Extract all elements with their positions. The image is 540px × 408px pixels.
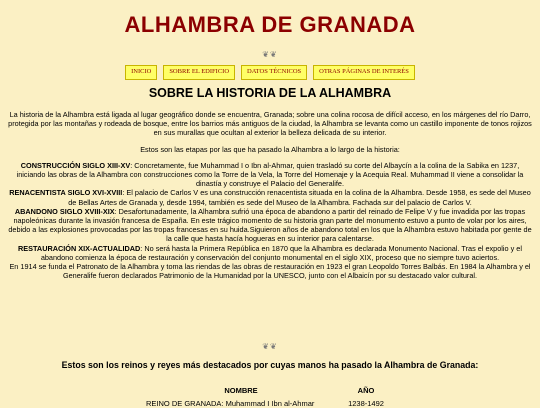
nav-datos-tecnicos-button[interactable]: DATOS TÉCNICOS xyxy=(241,65,307,80)
stage-restauracion xyxy=(6,244,534,262)
stage-text: : Desafortunadamente, la Alhambra sufrió una época de abandono a partir del reinado de Felipe V y fue invadida por las tropas napoleónicas durante la invasión francesa de España. En este trágico momento de su historia gran parte del monumento estuvo a punto de volar por los aires, debido a las explosiones provocadas por las tropas francesas en su huida.Siguieron años de abandono total en los que la Alhambra estuvo habitada por gente de la calle que hasta hacía hogueras en su interior para calentarse. xyxy=(8,206,532,244)
ornament-icon: ❦❦ xyxy=(262,342,278,351)
nav-otras-paginas-button[interactable]: OTRAS PÁGINAS DE INTERÉS xyxy=(313,65,415,80)
closing-paragraph: En 1914 se funda el Patronato de la Alhambra y toma las riendas de las obras de restauración en 1923 el gran Leopoldo Torres Balbás. En 1984 la Alhambra y el Generalife fueron declarados Patrimonio de la Humanidad por la UNESCO, junto con el Albaicín por su destacado valor cultural. xyxy=(9,262,531,281)
column-header-nombre: NOMBRE xyxy=(224,386,258,395)
stage-name: RENACENTISTA SIGLO XVI-XVIII xyxy=(9,188,123,198)
stage-name: CONSTRUCCIÓN SIGLO XIII-XV xyxy=(20,160,131,170)
table-header xyxy=(146,386,396,399)
table-cell: REINO DE GRANADA: Muhammad I Ibn al-Ahmar xyxy=(146,399,315,408)
intro-paragraph: La historia de la Alhambra está ligada al lugar geográfico donde se encuentra, Granada; sobre una colina rocosa de difícil acceso, en los márgenes del río Darro, protegida por las montañas y rodeada de bosque, entre los barrios más antiguos de la ciudad, la Alhambra se levanta como un castillo imponente de tonos rojizos en sus murallas que ocultan al exterior la belleza delicada de su interior. xyxy=(8,110,532,138)
stage-name: RESTAURACIÓN XIX-ACTUALIDAD xyxy=(18,243,141,253)
history-content xyxy=(6,110,534,280)
main-nav xyxy=(0,65,540,80)
ornament-icon: ❦❦ xyxy=(262,50,278,59)
table-cell: 1238-1492 xyxy=(348,399,384,408)
nav-sobre-edificio-button[interactable]: SOBRE EL EDIFICIO xyxy=(163,65,235,80)
table-row xyxy=(146,399,396,408)
column-header-ano: AÑO xyxy=(357,386,375,395)
kings-title: Estos son los reinos y reyes más destacados por cuyas manos ha pasado la Alhambra de Granada: xyxy=(61,360,479,370)
stages-intro: Estos son las etapas por las que ha pasado la Alhambra a lo largo de la historia: xyxy=(140,144,400,154)
site-title: ALHAMBRA DE GRANADA xyxy=(124,12,416,37)
stage-text: : No será hasta la Primera República en 1870 que la Alhambra es declarada Monumento Nacional. Tras el expolio y el abandono comienza la época de restauración y conservación del conjunto monumental en el siglo XIX, proceso que no siempre tuvo aciertos. xyxy=(40,243,522,262)
stage-text: : El palacio de Carlos V es una construcción renacentista situada en la colina de la Alhambra. Desde 1958, es sede del Museo de Bellas Artes de Granada y, desde 1994, también es sede del Museo de la Alhambra. Fachada sur del palacio de Carlos V. xyxy=(68,188,531,207)
page-title: SOBRE LA HISTORIA DE LA ALHAMBRA xyxy=(148,86,392,100)
stage-abandono xyxy=(6,207,534,244)
stage-text: : Concretamente, fue Muhammad I o Ibn al-Ahmar, quien trasladó su corte del Albaycín a la colina de la Sabika en 1237, iniciando las obras de la Alhambra con construcciones como la Torre de la Vela, la Torre del Homenaje y la Acequia Real. Muhammad II viene a consolidar la dinastía y construye el Palacio del Generalife. xyxy=(16,160,524,189)
stage-name: ABANDONO SIGLO XVIII-XIX xyxy=(14,206,115,216)
stage-construccion xyxy=(6,161,534,189)
nav-inicio-button[interactable]: INICIO xyxy=(125,65,157,80)
stage-renacentista xyxy=(6,188,534,206)
